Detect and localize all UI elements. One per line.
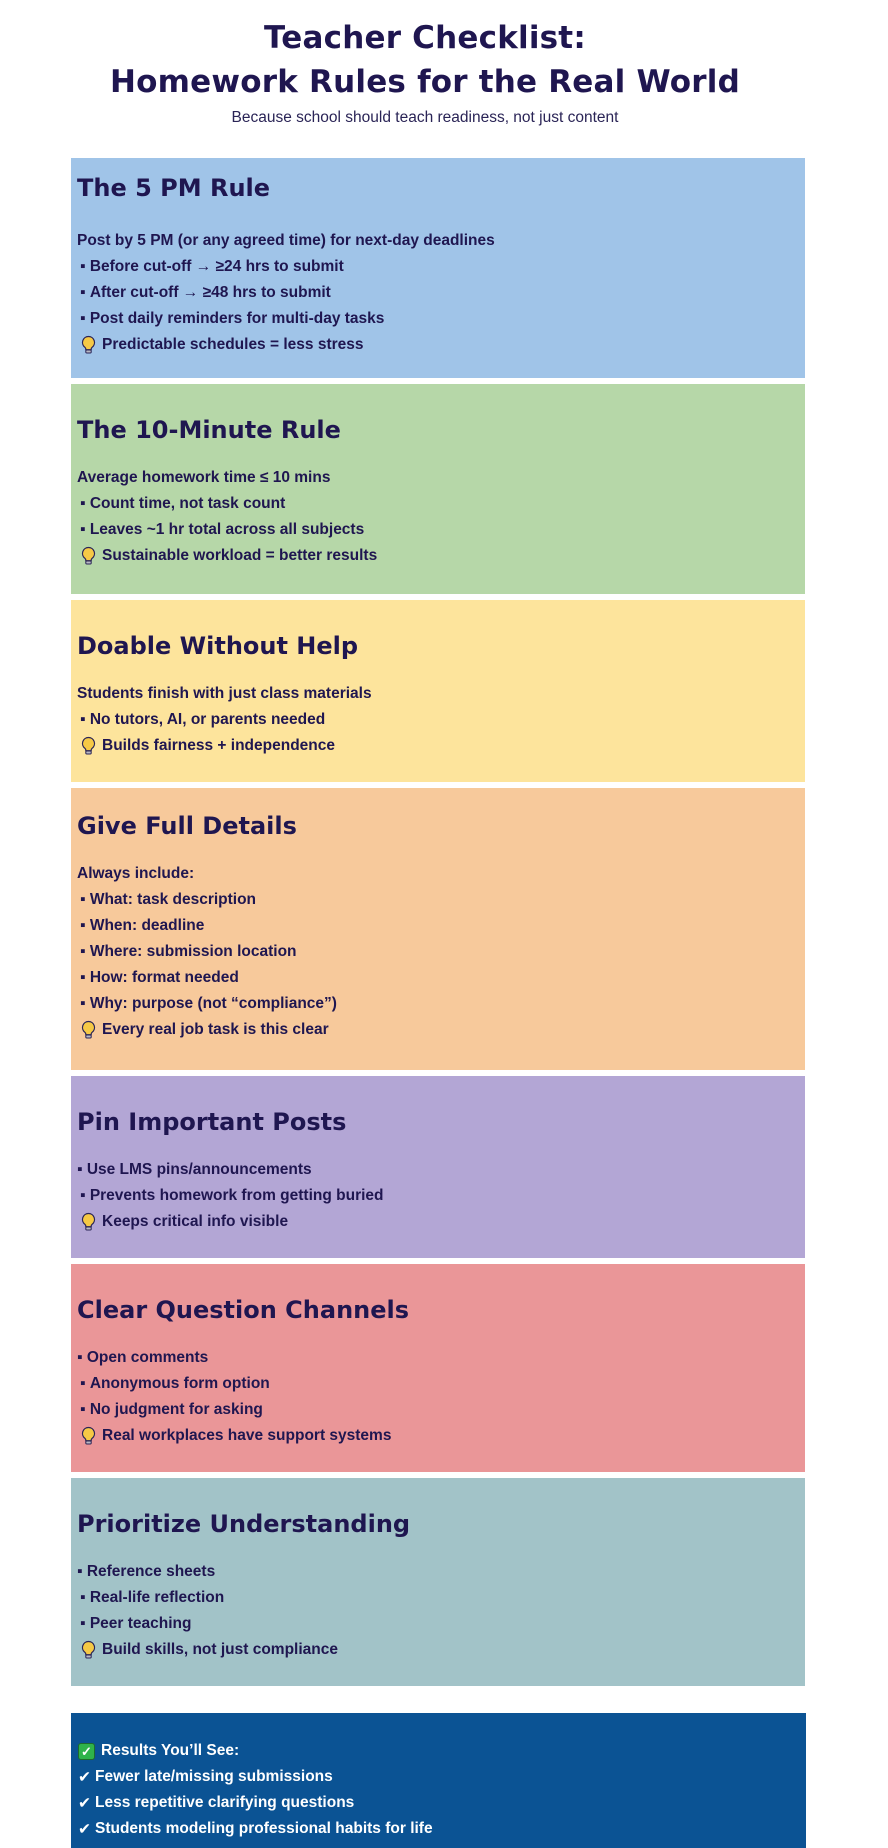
list-item: ▪ Leaves ~1 hr total across all subjects [77,517,805,543]
list-item: ▪ No judgment for asking [77,1397,805,1423]
section-title: The 5 PM Rule [77,174,271,202]
section-give-full-details [71,788,805,1070]
section-lead: Post by 5 PM (or any agreed time) for next-day deadlines [77,232,495,249]
list-item: ▪ Reference sheets [77,1559,805,1585]
results-item-text: Less repetitive clarifying questions [95,1794,355,1811]
results-item-text: Students modeling professional habits for life [95,1820,433,1837]
results-heading: Results You’ll See: [101,1742,240,1759]
list-item: ▪ When: deadline [77,913,805,939]
lightbulb-icon [80,1426,97,1446]
tip-text: Keeps critical info visible [102,1213,289,1230]
tip-text: Real workplaces have support systems [102,1427,392,1444]
results-item [78,1790,806,1816]
tip-line [77,733,805,759]
tip-text: Predictable schedules = less stress [102,336,364,353]
check-mark-icon: ✔ [78,1794,91,1812]
tip-text: Every real job task is this clear [102,1021,329,1038]
results-item [78,1764,806,1790]
list-item: ▪ Real-life reflection [77,1585,805,1611]
list-item: ▪ Where: submission location [77,939,805,965]
section-title: Give Full Details [77,812,297,840]
section-lead: Students finish with just class materials [77,685,372,702]
check-mark-icon: ✔ [78,1768,91,1786]
check-mark-icon: ✔ [78,1820,91,1838]
section-clear-question-channels [71,1264,805,1472]
page-title-line-2: Homework Rules for the Real World [110,64,740,100]
list-item: ▪ Anonymous form option [77,1371,805,1397]
list-item: ▪ Open comments [77,1345,805,1371]
list-item: ▪ What: task description [77,887,805,913]
section-title: Doable Without Help [77,632,359,660]
results-item [78,1816,806,1842]
section-prioritize-understanding [71,1478,805,1686]
results-item-text: Fewer late/missing submissions [95,1768,333,1785]
section-5pm-rule [71,158,805,378]
tip-line [77,1017,805,1043]
lightbulb-icon [80,1640,97,1660]
results-heading-line [78,1738,806,1764]
page-subtitle: Because school should teach readiness, not just content [231,109,619,126]
page-title-line-1: Teacher Checklist: [264,20,586,56]
list-item: ▪ Peer teaching [77,1611,805,1637]
tip-text: Sustainable workload = better results [102,547,378,564]
list-item: ▪ Why: purpose (not “compliance”) [77,991,805,1017]
lightbulb-icon [80,546,97,566]
section-pin-important-posts [71,1076,805,1258]
section-lead: Always include: [77,865,195,882]
tip-line [77,543,805,569]
tip-line [77,1637,805,1663]
lightbulb-icon [80,335,97,355]
list-item: ▪ Use LMS pins/announcements [77,1157,805,1183]
tip-text: Build skills, not just compliance [102,1641,338,1658]
section-doable-without-help [71,600,805,782]
tip-text: Builds fairness + independence [102,737,335,754]
results-box [71,1713,806,1848]
list-item: ▪ Before cut-off → ≥24 hrs to submit [77,254,805,280]
list-item: ▪ No tutors, AI, or parents needed [77,707,805,733]
section-10-minute-rule [71,384,805,594]
lightbulb-icon [80,1020,97,1040]
section-title: Clear Question Channels [77,1296,410,1324]
tip-line [77,1423,805,1449]
section-lead: Average homework time ≤ 10 mins [77,469,331,486]
section-title: Pin Important Posts [77,1108,347,1136]
list-item: ▪ Count time, not task count [77,491,805,517]
list-item: ▪ After cut-off → ≥48 hrs to submit [77,280,805,306]
tip-line [77,332,805,358]
list-item: ▪ Post daily reminders for multi-day tasks [77,306,805,332]
tip-line [77,1209,805,1235]
lightbulb-icon [80,736,97,756]
list-item: ▪ Prevents homework from getting buried [77,1183,805,1209]
list-item: ▪ How: format needed [77,965,805,991]
section-title: Prioritize Understanding [77,1510,411,1538]
lightbulb-icon [80,1212,97,1232]
check-box-icon: ✓ [78,1743,95,1760]
section-title: The 10-Minute Rule [77,416,341,444]
